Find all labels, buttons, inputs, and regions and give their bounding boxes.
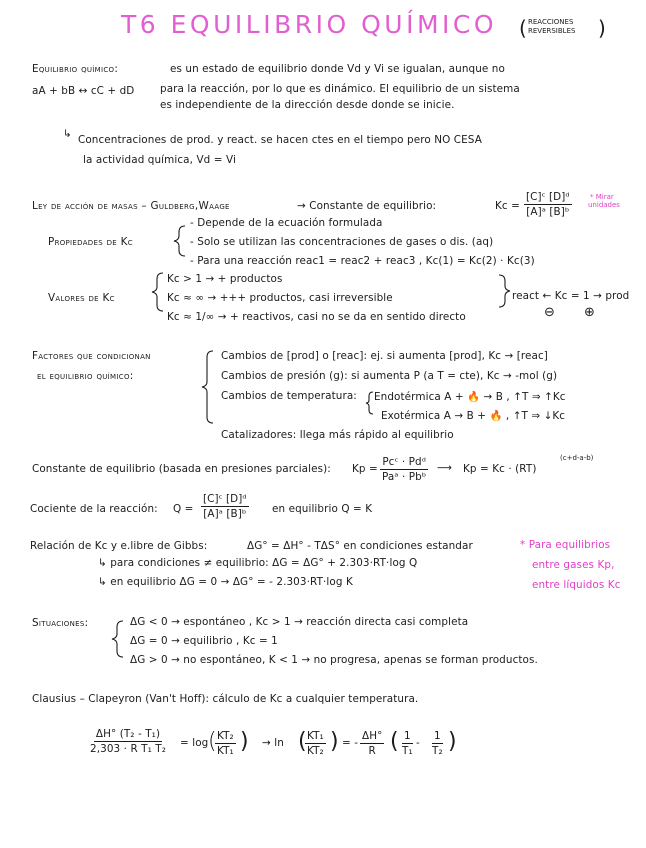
- units-note-2: unidades: [588, 201, 620, 209]
- property-item: - Solo se utilizan las concentraciones de gases o dis. (aq): [190, 236, 494, 248]
- clausius-paren-close: ): [240, 729, 249, 754]
- units-note-1: * Mirar: [590, 193, 614, 201]
- gibbs-line-1: ΔG° = ΔH° - TΔS° en condiciones estandar: [247, 540, 473, 552]
- value-item: Kc ≈ ∞ → +++ productos, casi irreversible: [167, 292, 393, 304]
- minus-sign: ⊖: [544, 305, 555, 320]
- situation-item: ΔG < 0 → espontáneo , Kc > 1 → reacción directa casi completa: [130, 616, 469, 628]
- clausius-left-fraction: [88, 728, 168, 755]
- clausius-inv-t1-denominator: T₁: [402, 745, 413, 757]
- quotient-lhs: Q =: [173, 503, 194, 515]
- clausius-ratio-fraction: [215, 730, 236, 757]
- situation-item: ΔG > 0 → no espontáneo, K < 1 → no progresa, apenas se forman productos.: [130, 654, 538, 666]
- definition-label: Equilibrio químico:: [32, 63, 119, 75]
- kp-fraction: [380, 456, 428, 483]
- gibbs-line-3: ↳ en equilibrio ΔG = 0 → ΔG° = - 2.303·RT·log K: [98, 576, 353, 588]
- gibbs-pink-note-1: * Para equilibrios: [520, 539, 611, 551]
- factor-concentration: Cambios de [prod] o [reac]: ej. si aumenta [prod], Kc → [reac]: [221, 350, 548, 362]
- gibbs-line-2: ↳ para condiciones ≠ equilibrio: ΔG = ΔG° + 2.303·RT·log Q: [98, 557, 418, 569]
- definition-line-1: es un estado de equilibrio donde Vd y Vi se igualan, aunque no: [170, 63, 505, 75]
- kc-formula-fraction: [524, 191, 572, 218]
- value-item: Kc ≈ 1/∞ → + reactivos, casi no se da en sentido directo: [167, 311, 466, 323]
- subtitle-line-2: REVERSIBLES: [528, 27, 576, 35]
- factor-exothermic: Exotérmica A → B + 🔥 , ↑T ⇒ ↓Kc: [381, 410, 566, 422]
- kc-formula-lhs: Kc =: [495, 200, 520, 212]
- values-closing-brace: [499, 275, 510, 307]
- definition-line-2: para la reacción, por lo que es dinámico. El equilibrio de un sistema: [160, 83, 520, 95]
- factor-pressure: Cambios de presión (g): si aumenta P (a T = cte), Kc → -mol (g): [221, 370, 558, 382]
- clausius-enthalpy-fraction: [360, 730, 384, 757]
- situation-item: ΔG = 0 → equilibrio , Kc = 1: [130, 635, 278, 647]
- clausius-arrow-ln: → ln: [262, 737, 284, 749]
- plus-sign: ⊕: [584, 305, 595, 320]
- factor-endothermic: Endotérmica A + 🔥 → B , ↑T ⇒ ↑Kc: [374, 391, 566, 403]
- quotient-tail: en equilibrio Q = K: [272, 503, 373, 515]
- situations-brace: [112, 621, 123, 657]
- clausius-temp-paren-close: ): [448, 729, 457, 754]
- quotient-label: Cociente de la reacción:: [30, 503, 158, 515]
- clausius-equals-minus: = -: [342, 737, 359, 749]
- clausius-left-denominator: 2,303 · R T₁ T₂: [90, 743, 167, 755]
- factors-brace: [202, 351, 213, 423]
- situations-label: Situaciones:: [32, 617, 89, 629]
- note-line-1: Concentraciones de prod. y react. se hacen ctes en el tiempo pero NO CESA: [78, 134, 482, 146]
- subtitle-paren-open: (: [519, 16, 527, 40]
- clausius-enthalpy-denominator: R: [368, 745, 376, 757]
- subtitle-paren-close: ): [598, 16, 606, 40]
- mass-action-label: Ley de acción de masas – Guldberg,Waage: [32, 200, 230, 212]
- property-item: - Para una reacción reac1 = reac2 + reac3 , Kc(1) = Kc(2) · Kc(3): [190, 255, 535, 267]
- reaction-equation: aA + bB ↔ cC + dD: [32, 85, 135, 97]
- properties-brace: [174, 226, 185, 256]
- kc-formula-denominator: [A]ᵃ [B]ᵇ: [526, 206, 570, 218]
- clausius-left-numerator: ΔH° (T₂ - T₁): [95, 728, 161, 740]
- clausius-ln-paren-close: ): [330, 729, 339, 754]
- kp-kc-relation: Kp = Kc · (RT): [463, 463, 537, 475]
- kp-arrow: ⟶: [437, 462, 452, 474]
- note-arrow: ↳: [63, 128, 72, 140]
- factor-temperature-label: Cambios de temperatura:: [221, 390, 357, 402]
- kp-numerator: Pcᶜ · Pdᵈ: [382, 456, 427, 468]
- value-item: Kc > 1 → + productos: [167, 273, 283, 285]
- clausius-ratio-numerator: KT₂: [217, 730, 234, 742]
- kc-formula-numerator: [C]ᶜ [D]ᵈ: [526, 191, 570, 203]
- clausius-ln-denominator: KT₂: [307, 745, 324, 757]
- clausius-inv-t1-fraction: [400, 730, 415, 757]
- kc-scale: react ← Kc = 1 → prod: [512, 290, 630, 302]
- page-title: T6 EQUILIBRIO QUÍMICO: [121, 10, 498, 39]
- values-brace: [152, 273, 163, 311]
- factors-label-line-1: Factores que condicionan: [32, 350, 151, 362]
- quotient-numerator: [C]ᶜ [D]ᵈ: [203, 493, 247, 505]
- clausius-ln-paren-open: (: [298, 729, 307, 754]
- note-line-2: la actividad química, Vd = Vi: [83, 154, 236, 166]
- subtitle-line-1: REACCIONES: [528, 18, 574, 26]
- clausius-enthalpy-numerator: ΔH°: [362, 730, 383, 742]
- clausius-paren-open: (: [208, 729, 217, 754]
- kp-label: Constante de equilibrio (basada en presiones parciales):: [32, 463, 331, 475]
- temperature-brace: [366, 392, 373, 414]
- clausius-temp-paren-open: (: [390, 729, 399, 754]
- clausius-label: Clausius – Clapeyron (Van't Hoff): cálculo de Kc a cualquier temperatura.: [32, 693, 419, 705]
- definition-line-3: es independiente de la dirección desde donde se inicie.: [160, 99, 455, 111]
- properties-label: Propiedades de Kc: [48, 236, 133, 248]
- clausius-ln-numerator: KT₁: [307, 730, 324, 742]
- kp-lhs: Kp =: [352, 463, 378, 475]
- clausius-ln-fraction: [305, 730, 326, 757]
- factors-label-line-2: el equilibrio químico:: [37, 370, 134, 382]
- gibbs-label: Relación de Kc y e.libre de Gibbs:: [30, 540, 208, 552]
- clausius-inv-t1-numerator: 1: [404, 730, 411, 742]
- gibbs-pink-note-2: entre gases Kp,: [532, 559, 615, 571]
- clausius-inv-t2-denominator: T₂: [432, 745, 443, 757]
- quotient-denominator: [A]ᵃ [B]ᵇ: [203, 508, 247, 520]
- mass-action-arrow-text: → Constante de equilibrio:: [297, 200, 437, 212]
- gibbs-pink-note-3: entre líquidos Kc: [532, 579, 621, 591]
- kp-denominator: Paᵃ · Pbᵇ: [382, 471, 427, 483]
- clausius-log: = log: [180, 737, 209, 749]
- clausius-inv-t2-numerator: 1: [434, 730, 441, 742]
- clausius-inv-t2-fraction: [430, 730, 445, 757]
- clausius-ratio-denominator: KT₁: [217, 745, 234, 757]
- clausius-temp-minus: -: [416, 737, 420, 749]
- property-item: - Depende de la ecuación formulada: [190, 217, 383, 229]
- quotient-fraction: [201, 493, 249, 520]
- values-label: Valores de Kc: [48, 292, 115, 304]
- kp-exponent: (c+d-a-b): [560, 454, 594, 462]
- factor-catalysts: Catalizadores: llega más rápido al equilibrio: [221, 429, 454, 441]
